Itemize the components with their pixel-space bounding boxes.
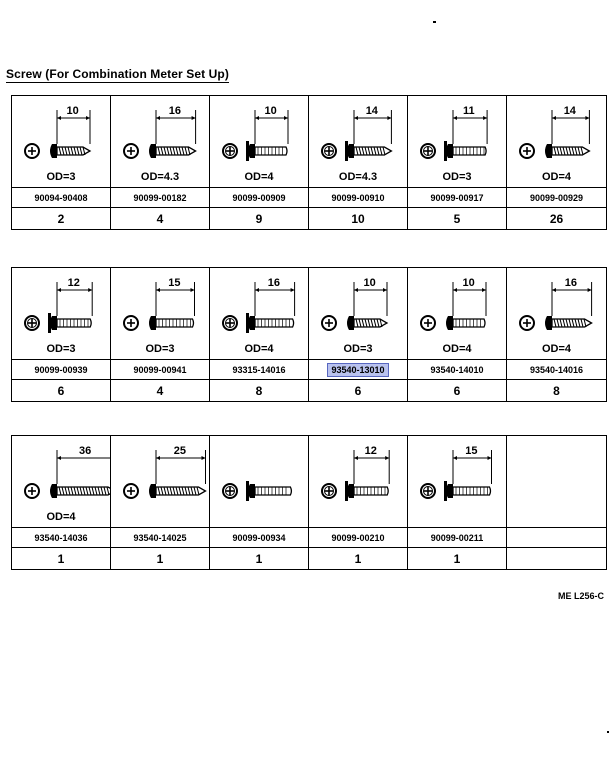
phillips-end-view-icon [322, 144, 336, 158]
part-number[interactable]: 90099-00210 [331, 532, 385, 543]
length-label: 10 [462, 277, 475, 289]
part-number[interactable]: 90099-00917 [430, 192, 484, 203]
screw-figure [111, 436, 209, 526]
quantity-cell: 5 [408, 208, 507, 229]
screw-picture-cell [210, 436, 309, 528]
screw-side-view-icon [246, 313, 294, 333]
quantity-cell: 8 [210, 380, 309, 401]
outer-diameter-label: OD=3 [46, 171, 76, 183]
phillips-end-view-icon [25, 484, 39, 498]
phillips-end-view-icon [25, 144, 39, 158]
screw-drawing [421, 282, 486, 330]
scan-speck [607, 731, 609, 733]
outer-diameter-label: OD=4 [244, 343, 274, 355]
length-label: 15 [465, 445, 478, 457]
document-code: ME L256-C [557, 591, 604, 601]
phillips-end-view-icon [223, 316, 237, 330]
quantity-cell: 6 [408, 380, 507, 401]
length-label: 36 [79, 445, 92, 457]
length-label: 10 [363, 277, 376, 289]
phillips-end-view-icon [124, 144, 138, 158]
quantity-cell: 1 [210, 548, 309, 569]
quantity-cell: 1 [408, 548, 507, 569]
outer-diameter-label: OD=4 [541, 171, 572, 183]
part-number-highlighted[interactable]: 93540-13010 [327, 363, 388, 377]
length-label: 15 [168, 277, 181, 289]
part-number[interactable]: 93540-14010 [430, 364, 484, 375]
screw-side-view-icon [246, 141, 287, 161]
screw-drawing [25, 110, 90, 158]
screw-picture-cell [111, 268, 210, 360]
screw-side-view-icon [149, 316, 194, 330]
part-number[interactable]: 90099-00939 [34, 364, 88, 375]
screw-picture-cell [12, 268, 111, 360]
phillips-end-view-icon [223, 484, 237, 498]
phillips-end-view-icon [520, 144, 534, 158]
part-number[interactable]: 90099-00934 [232, 532, 286, 543]
length-label: 12 [364, 445, 377, 457]
outer-diameter-label: OD=4 [442, 343, 472, 355]
screw-side-view-icon [246, 481, 291, 501]
screw-figure [309, 436, 407, 526]
phillips-end-view-icon [421, 144, 435, 158]
phillips-end-view-icon [322, 316, 336, 330]
part-number[interactable]: 90099-00909 [232, 192, 286, 203]
quantity-cell: 6 [12, 380, 111, 401]
screw-drawing [322, 450, 389, 501]
quantity-cell: 1 [309, 548, 408, 569]
part-number-cell [210, 360, 309, 380]
screw-side-view-icon [444, 481, 491, 501]
outer-diameter-label: OD=4.3 [338, 171, 378, 183]
screw-picture-cell [12, 96, 111, 188]
screw-picture-cell [507, 96, 606, 188]
screw-drawing [25, 282, 92, 333]
outer-diameter-label: OD=3 [442, 171, 472, 183]
screw-picture-cell [507, 268, 606, 360]
screw-table-3 [11, 435, 607, 570]
phillips-end-view-icon [124, 484, 138, 498]
screw-picture-cell [111, 436, 210, 528]
part-number[interactable]: 90099-00211 [430, 532, 484, 543]
part-number-cell [111, 188, 210, 208]
outer-diameter-label: OD=4.3 [140, 171, 180, 183]
part-number-cell [309, 528, 408, 548]
screw-drawing [25, 450, 110, 498]
outer-diameter-label: OD=3 [145, 343, 175, 355]
screw-picture-cell [408, 268, 507, 360]
screw-side-view-icon [347, 316, 387, 330]
screw-side-view-icon [345, 481, 388, 501]
part-number[interactable]: 90099-00941 [133, 364, 187, 375]
part-number-cell [309, 360, 408, 380]
part-number-cell [408, 188, 507, 208]
phillips-end-view-icon [124, 316, 138, 330]
screw-drawing [124, 450, 206, 498]
length-label: 11 [463, 105, 475, 117]
phillips-end-view-icon [25, 316, 39, 330]
screw-drawing [124, 110, 196, 158]
phillips-end-view-icon [520, 316, 534, 330]
screw-picture-cell [210, 268, 309, 360]
part-number-cell [408, 528, 507, 548]
part-number-cell [210, 528, 309, 548]
phillips-end-view-icon [421, 316, 435, 330]
length-label: 16 [168, 105, 182, 117]
part-number-cell [408, 360, 507, 380]
length-label: 14 [365, 105, 378, 117]
outer-diameter-label: OD=4 [541, 343, 572, 355]
length-label: 10 [264, 105, 277, 117]
part-number-cell [12, 528, 111, 548]
quantity-cell: 4 [111, 380, 210, 401]
screw-drawing [322, 282, 387, 330]
outer-diameter-label: OD=3 [343, 343, 373, 355]
screw-side-view-icon [444, 141, 486, 161]
screw-side-view-icon [545, 316, 592, 330]
screw-figure [210, 436, 308, 526]
screw-drawing [124, 282, 195, 330]
length-label: 10 [66, 105, 79, 117]
part-number-cell [111, 528, 210, 548]
part-number[interactable]: 90099-00910 [331, 192, 385, 203]
part-number-cell [309, 188, 408, 208]
quantity-cell: 10 [309, 208, 408, 229]
quantity-cell: 1 [12, 548, 111, 569]
screw-figure [408, 436, 506, 526]
outer-diameter-label: OD=4 [46, 511, 76, 523]
screw-picture-cell [309, 96, 408, 188]
part-number-cell [507, 360, 606, 380]
screw-picture-cell [309, 436, 408, 528]
screw-drawing [223, 110, 288, 161]
phillips-end-view-icon [421, 484, 435, 498]
screw-side-view-icon [149, 144, 196, 158]
screw-picture-cell [408, 96, 507, 188]
screw-side-view-icon [50, 144, 90, 158]
part-number[interactable]: 93540-14036 [34, 532, 88, 543]
length-label: 12 [67, 277, 80, 289]
screw-picture-cell [111, 96, 210, 188]
part-number-cell [111, 360, 210, 380]
part-number[interactable]: 90099-00929 [529, 192, 584, 203]
screw-side-view-icon [50, 484, 110, 498]
quantity-cell: 1 [111, 548, 210, 569]
length-label: 16 [267, 277, 281, 289]
part-number[interactable]: 90094-90408 [34, 192, 88, 203]
part-number[interactable]: 93540-14025 [133, 532, 187, 543]
screw-drawing [322, 110, 391, 161]
screw-side-view-icon [446, 316, 485, 330]
screw-table-1 [11, 95, 607, 230]
page-title: Screw (For Combination Meter Set Up) [6, 67, 229, 81]
screw-drawing [520, 110, 589, 158]
length-label: 16 [564, 277, 578, 289]
screw-picture-cell [309, 268, 408, 360]
screw-picture-cell [408, 436, 507, 528]
quantity-cell: 6 [309, 380, 408, 401]
part-number-cell [507, 188, 606, 208]
quantity-cell: 9 [210, 208, 309, 229]
length-label: 14 [563, 105, 576, 117]
quantity-cell: 8 [553, 383, 560, 398]
part-number[interactable]: 90099-00182 [133, 192, 187, 203]
screw-table-2 [11, 267, 607, 402]
part-number-cell [210, 188, 309, 208]
screw-picture-cell [507, 436, 606, 528]
quantity-cell: 2 [12, 208, 111, 229]
screw-drawing [223, 282, 295, 333]
screw-drawing [421, 450, 492, 501]
scan-speck [433, 21, 436, 23]
quantity-cell: 26 [549, 211, 564, 226]
phillips-end-view-icon [223, 144, 237, 158]
part-number-cell [507, 528, 606, 548]
screw-side-view-icon [345, 141, 391, 161]
screw-picture-cell [12, 436, 111, 528]
outer-diameter-label: OD=3 [46, 343, 76, 355]
screw-figure [507, 436, 605, 526]
part-number[interactable]: 93540-14016 [529, 364, 584, 375]
screw-side-view-icon [48, 313, 91, 333]
part-number[interactable]: 93315-14016 [232, 364, 286, 375]
screw-picture-cell [210, 96, 309, 188]
part-number-cell [12, 360, 111, 380]
part-number-cell [12, 188, 111, 208]
phillips-end-view-icon [322, 484, 336, 498]
screw-drawing [520, 282, 592, 330]
outer-diameter-label: OD=4 [244, 171, 274, 183]
screw-side-view-icon [545, 144, 589, 158]
screw-drawing [421, 110, 487, 161]
quantity-cell: 4 [111, 208, 210, 229]
screw-drawing [223, 481, 291, 501]
length-label: 25 [173, 445, 186, 457]
quantity-cell [507, 548, 606, 569]
screw-side-view-icon [149, 484, 206, 498]
